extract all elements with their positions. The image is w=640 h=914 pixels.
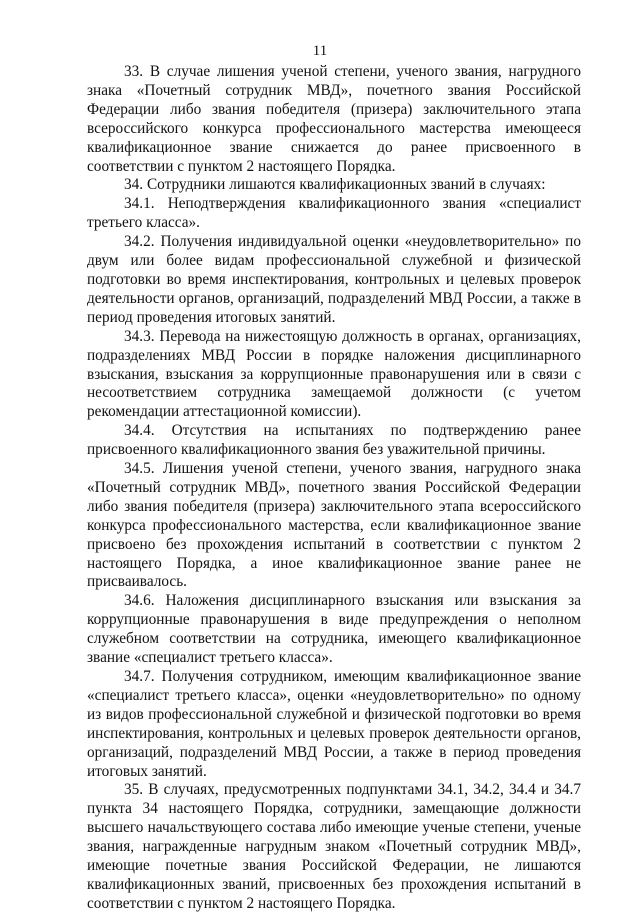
- document-body: [87, 63, 581, 914]
- paragraph-34-2: 34.2. Получения индивидуальной оценки «неудовлетворительно» по двум или более видам профессиональной служебной и физической подготовки во время инспектирования, контрольных и целевых проверок деятельности органов, организаций, подразделений МВД России, а также в период проведения итоговых занятий.: [87, 233, 581, 326]
- paragraph-34-1: 34.1. Неподтверждения квалификационного звания «специалист третьего класса».: [87, 195, 581, 232]
- paragraph-33: 33. В случае лишения ученой степени, ученого звания, нагрудного знака «Почетный сотрудник МВД», почетного звания Российской Федерации либо звания победителя (призера) заключительного этапа всероссийского конкурса профессионального мастерства имеющееся квалификационное звание снижается до ранее присвоенного в соответствии с пунктом 2 настоящего Порядка.: [87, 63, 581, 175]
- paragraph-34-5: 34.5. Лишения ученой степени, ученого звания, нагрудного знака «Почетный сотрудник МВД», почетного звания Российской Федерации либо звания победителя (призера) заключительного этапа всероссийского конкурса профессионального мастерства, если квалификационное звание присвоено без прохождения испытаний в соответствии с пунктом 2 настоящего Порядка, а иное квалификационное звание ранее не присваивалось.: [87, 460, 581, 591]
- paragraph-34: 34. Сотрудники лишаются квалификационных званий в случаях:: [124, 176, 546, 194]
- paragraph-35: 35. В случаях, предусмотренных подпунктами 34.1, 34.2, 34.4 и 34.7 пункта 34 настоящего Порядка, сотрудники, замещающие должности высшего начальствующего состава либо имеющие ученые степени, ученые звания, награжденные нагрудным знаком «Почетный сотрудник МВД», имеющие почетные звания Российской Федерации, не лишаются квалификационных званий, присвоенных без прохождения испытаний в соответствии с пунктом 2 настоящего Порядка.: [87, 781, 581, 912]
- paragraph-34-7: 34.7. Получения сотрудником, имеющим квалификационное звание «специалист третьего класса», оценки «неудовлетворительно» по одному из видов профессиональной служебной и физической подготовки во время инспектирования, контрольных и целевых проверок деятельности органов, организаций, подразделений МВД России, а также в период проведения итоговых занятий.: [87, 668, 581, 780]
- paragraph-34-6: 34.6. Наложения дисциплинарного взыскания или взыскания за коррупционные правонарушения в виде предупреждения о неполном служебном соответствии на сотрудника, имеющего квалификационное звание «специалист третьего класса».: [87, 592, 581, 667]
- paragraph-34-4: 34.4. Отсутствия на испытаниях по подтверждению ранее присвоенного квалификационного звания без уважительной причины.: [87, 422, 581, 459]
- page-number: 11: [312, 43, 328, 59]
- paragraph-34-3: 34.3. Перевода на нижестоящую должность в органах, организациях, подразделениях МВД России в порядке наложения дисциплинарного взыскания, взыскания за коррупционные правонарушения или в связи с несоответствием сотрудника замещаемой должности (с учетом рекомендации аттестационной комиссии).: [87, 327, 581, 421]
